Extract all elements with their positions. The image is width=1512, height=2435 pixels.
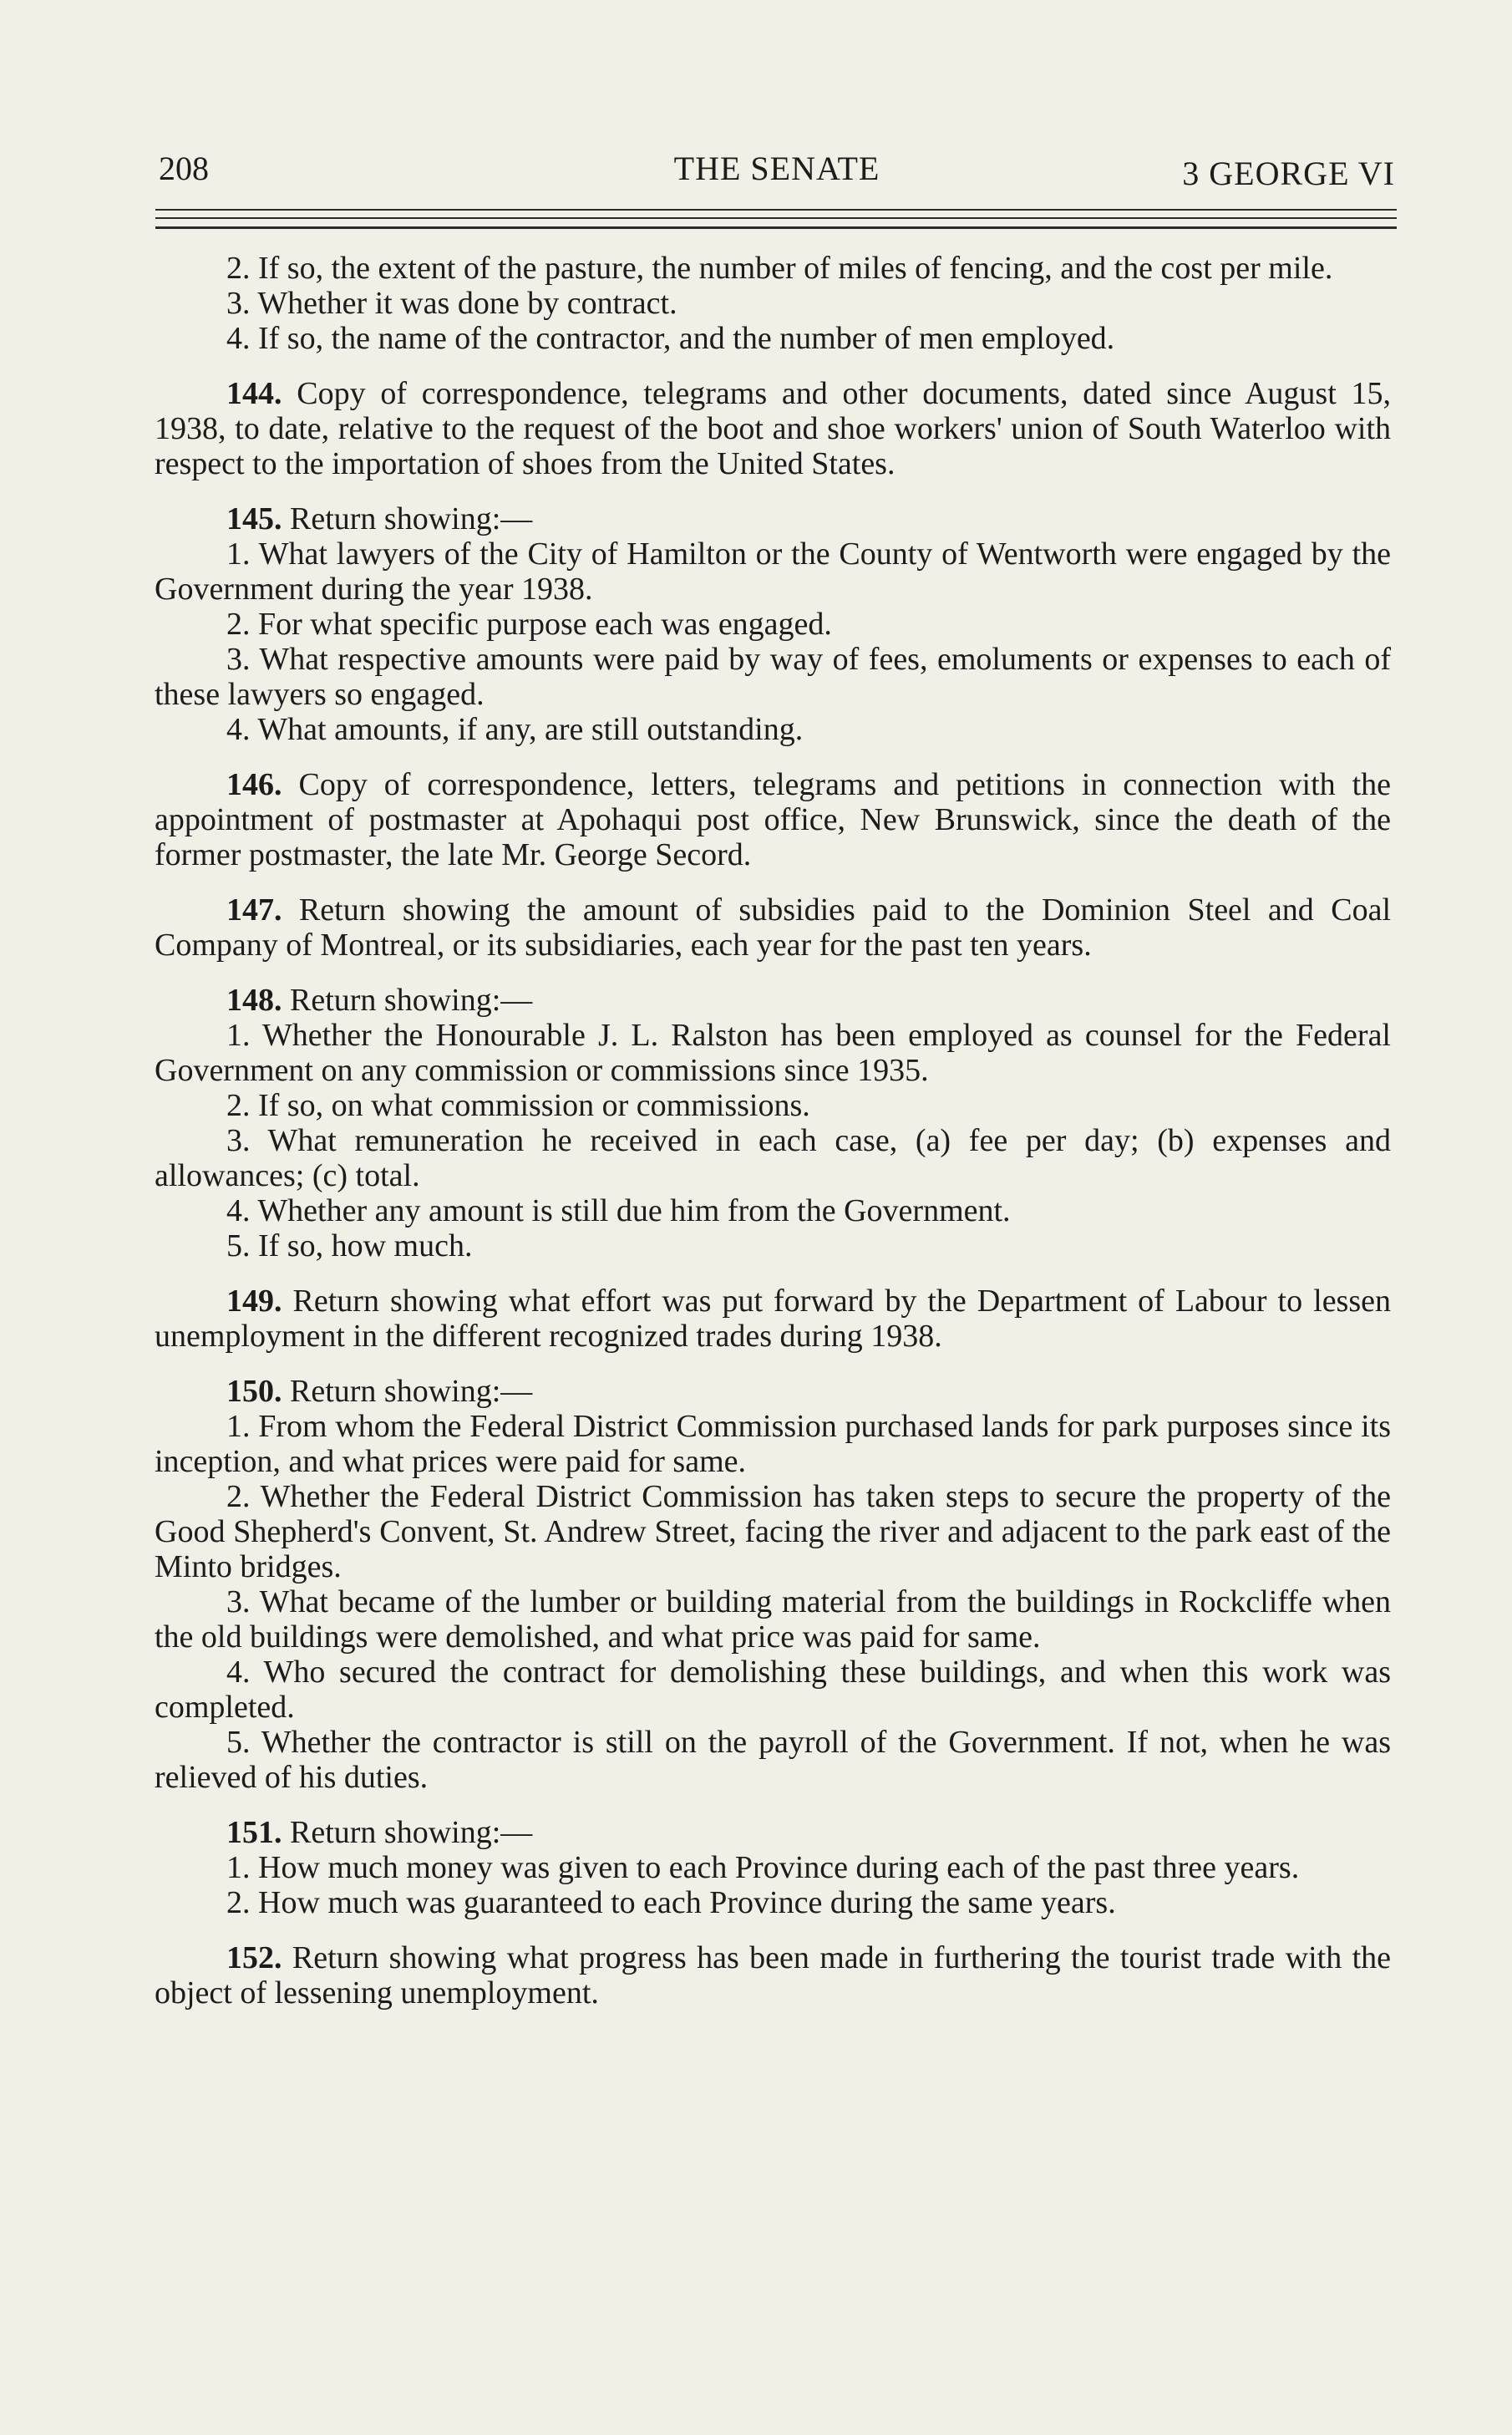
item-subquestion: 2. How much was guaranteed to each Province during the same years. — [226, 1885, 1116, 1920]
question-item — [155, 1940, 1391, 2011]
item-subquestion: 5. If so, how much. — [226, 1228, 473, 1263]
item-subquestion: 5. Whether the contractor is still on the payroll of the Government. If not, when he was relieved of his duties. — [155, 1725, 1391, 1795]
item-intro — [155, 983, 1391, 1018]
item-subquestion: 2. For what specific purpose each was engaged. — [226, 607, 832, 642]
item-subquestion: 4. If so, the name of the contractor, and the number of men employed. — [226, 321, 1115, 356]
item-subquestion: 4. What amounts, if any, are still outstanding. — [226, 712, 804, 747]
question-item — [155, 1284, 1391, 1354]
item-intro-text: Return showing what progress has been made in furthering the tourist trade with the object of lessening unemployment. — [155, 1940, 1391, 2011]
question-item — [155, 376, 1391, 481]
item-intro — [155, 767, 1391, 872]
item-subquestion: 1. Whether the Honourable J. L. Ralston has been employed as counsel for the Federal Government on any commission or commissions since 1935. — [155, 1018, 1391, 1088]
item-number: 148. — [226, 983, 282, 1018]
item-subquestion: 3. What respective amounts were paid by way of fees, emoluments or expenses to each of these lawyers so engaged. — [155, 642, 1391, 712]
item-subquestion: 2. Whether the Federal District Commission has taken steps to secure the property of the Good Shepherd's Convent, St. Andrew Street, facing the river and adjacent to the park east of the Minto bridges. — [155, 1479, 1391, 1584]
item-subquestion: 1. From whom the Federal District Commission purchased lands for park purposes since its inception, and what prices were paid for same. — [155, 1409, 1391, 1479]
item-intro — [155, 892, 1391, 963]
item-subquestion: 4. Whether any amount is still due him from the Government. — [226, 1193, 1011, 1228]
item-intro-text: Return showing:— — [290, 501, 533, 536]
item-subquestion: 4. Who secured the contract for demolishing these buildings, and when this work was completed. — [155, 1655, 1391, 1725]
page-title: THE SENATE — [673, 150, 880, 187]
item-subquestion: 3. Whether it was done by contract. — [226, 286, 677, 321]
item-number: 146. — [226, 767, 282, 802]
item-intro — [155, 1815, 1391, 1850]
item-intro — [155, 501, 1391, 536]
item-number: 152. — [226, 1940, 282, 1975]
item-number: 145. — [226, 501, 282, 536]
item-intro-text: Copy of correspondence, letters, telegrams and petitions in connection with the appointment of postmaster at Apohaqui post office, New Brunswick, since the death of the former postmaster, the late Mr. George Secord. — [155, 767, 1392, 872]
item-intro-text: Return showing:— — [290, 983, 533, 1018]
question-item — [155, 767, 1391, 872]
item-intro-text: Return showing what effort was put forward by the Department of Labour to lessen unemployment in the different recognized trades during 1938. — [155, 1284, 1391, 1354]
item-number: 144. — [226, 376, 282, 411]
item-intro-text: Copy of correspondence, telegrams and other documents, dated since August 15, 1938, to date, relative to the request of the boot and shoe workers' union of South Waterloo with respect to the importation of shoes from the United States. — [155, 376, 1392, 481]
page-number: 208 — [159, 150, 209, 187]
question-item — [155, 1374, 1391, 1795]
question-item — [155, 501, 1391, 747]
question-item — [155, 251, 1391, 356]
header-rule-bottom — [155, 226, 1397, 229]
item-subquestion: 3. What became of the lumber or building material from the buildings in Rockcliffe when the old buildings were demolished, and what price was paid for same. — [155, 1584, 1391, 1655]
item-intro-text: Return showing the amount of subsidies paid to the Dominion Steel and Coal Company of Montreal, or its subsidiaries, each year for the past ten years. — [155, 892, 1392, 963]
question-item — [155, 892, 1391, 963]
item-number: 151. — [226, 1815, 282, 1850]
question-item — [155, 983, 1391, 1263]
session-label: 3 GEORGE VI — [1182, 155, 1395, 192]
item-subquestion: 1. What lawyers of the City of Hamilton or the County of Wentworth were engaged by the Government during the year 1938. — [155, 536, 1391, 607]
header-rule-top — [155, 209, 1397, 211]
item-number: 150. — [226, 1374, 282, 1409]
item-subquestion: 2. If so, on what commission or commissions. — [226, 1088, 810, 1123]
item-number: 147. — [226, 892, 282, 928]
document-body — [155, 251, 1391, 2011]
item-number: 149. — [226, 1284, 282, 1319]
header-rule-middle — [155, 217, 1397, 219]
item-intro-text: Return showing:— — [290, 1815, 533, 1850]
item-intro — [155, 376, 1391, 481]
item-intro-text: Return showing:— — [290, 1374, 533, 1409]
item-intro — [155, 1940, 1391, 2011]
item-subquestion: 3. What remuneration he received in each case, (a) fee per day; (b) expenses and allowances; (c) total. — [155, 1123, 1391, 1193]
item-subquestion: 1. How much money was given to each Province during each of the past three years. — [226, 1850, 1300, 1885]
question-item — [155, 1815, 1391, 1920]
page-header — [159, 142, 1395, 192]
item-intro — [155, 1284, 1391, 1354]
item-subquestion: 2. If so, the extent of the pasture, the number of miles of fencing, and the cost per mile. — [226, 251, 1333, 286]
item-intro — [155, 1374, 1391, 1409]
